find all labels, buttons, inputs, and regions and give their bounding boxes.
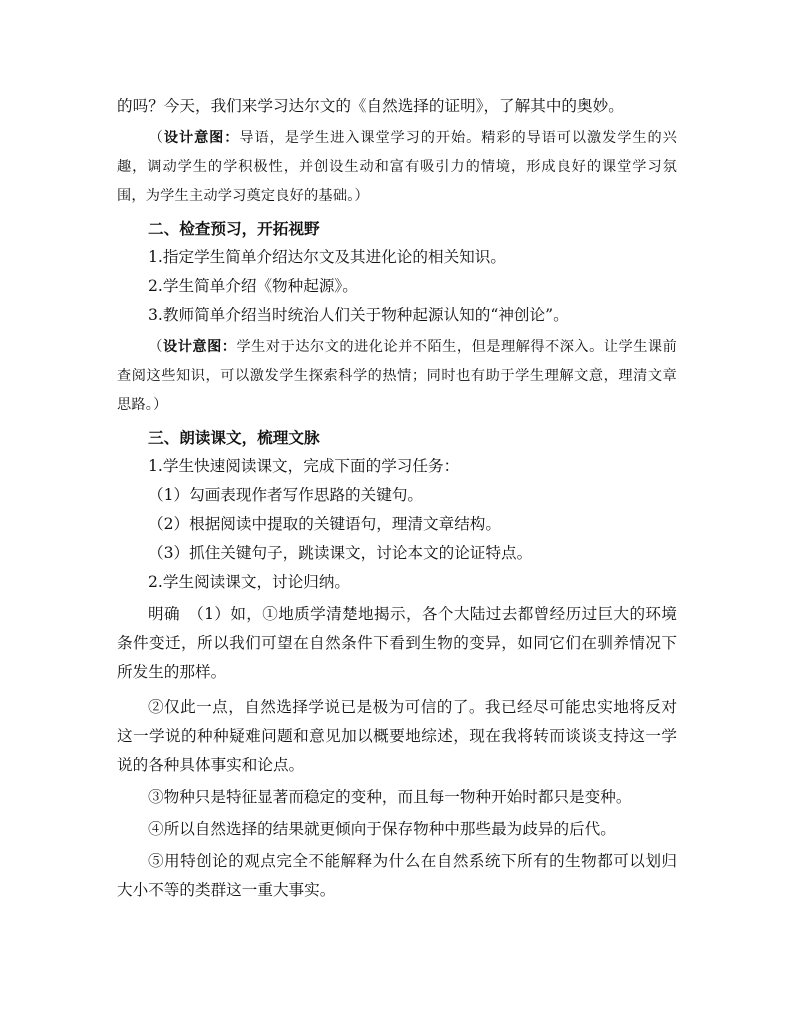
document-page xyxy=(117,92,677,905)
design-note-1-prefix: （ xyxy=(148,130,164,146)
section-2-item-2: 2.学生简单介绍《物种起源》。 xyxy=(148,277,358,295)
intro-line: 的吗？今天，我们来学习达尔文的《自然选择的证明》，了解其中的奥妙。 xyxy=(117,97,624,115)
design-note-2 xyxy=(117,333,677,420)
point-4: ④所以自然选择的结果就更倾向于保存物种中那些最为歧异的后代。 xyxy=(148,820,616,838)
answer-paragraph: 明确 （1）如，①地质学清楚地揭示，各个大陆过去都曾经历过巨大的环境条件变迁，所以我们可望在自然条件下看到生物的变异，如同它们在驯养情况下所发生的那样。 xyxy=(117,605,677,681)
section-2-item-1: 1.指定学生简单介绍达尔文及其进化论的相关知识。 xyxy=(148,248,506,266)
design-note-1 xyxy=(117,124,677,211)
design-note-1-label: 设计意图： xyxy=(163,130,240,146)
design-note-2-text: 学生对于达尔文的进化论并不陌生，但是理解得不深入。让学生课前查阅这些知识，可以激发学生探索科学的热情；同时也有助于学生理解文意，理清文章思路。） xyxy=(117,339,677,413)
point-3: ③物种只是特征显著而稳定的变种，而且每一物种开始时都只是变种。 xyxy=(148,788,632,806)
design-note-2-label: 设计意图： xyxy=(163,339,237,355)
section-3-task-1: （1）勾画表现作者写作思路的关键句。 xyxy=(148,486,424,504)
section-3-heading: 三、朗读课文，梳理文脉 xyxy=(148,428,320,447)
section-3-task-intro: 1.学生快速阅读课文，完成下面的学习任务： xyxy=(148,457,460,475)
section-3-step-2: 2.学生阅读课文，讨论归纳。 xyxy=(148,573,351,591)
section-3-task-3: （3）抓住关键句子，跳读课文，讨论本文的论证特点。 xyxy=(148,544,533,562)
point-2: ②仅此一点，自然选择学说已是极为可信的了。我已经尽可能忠实地将反对这一学说的种种疑难问题和意见加以概要地综述，现在我将转而谈谈支持这一学说的各种具体事实和论点。 xyxy=(117,698,677,774)
point-5: ⑤用特创论的观点完全不能解释为什么在自然系统下所有的生物都可以划归大小不等的类群这一重大事实。 xyxy=(117,852,677,899)
design-note-1-text: 导语，是学生进入课堂学习的开始。精彩的导语可以激发学生的兴趣，调动学生的学积极性，并创设生动和富有吸引力的情境，形成良好的课堂学习氛围，为学生主动学习奠定良好的基础。） xyxy=(117,130,677,204)
section-2-item-3: 3.教师简单介绍当时统治人们关于物种起源认知的“神创论”。 xyxy=(148,306,569,324)
section-2-heading: 二、检查预习，开拓视野 xyxy=(148,219,320,238)
design-note-2-prefix: （ xyxy=(148,339,163,355)
section-3-task-2: （2）根据阅读中提取的关键语句，理清文章结构。 xyxy=(148,515,501,533)
